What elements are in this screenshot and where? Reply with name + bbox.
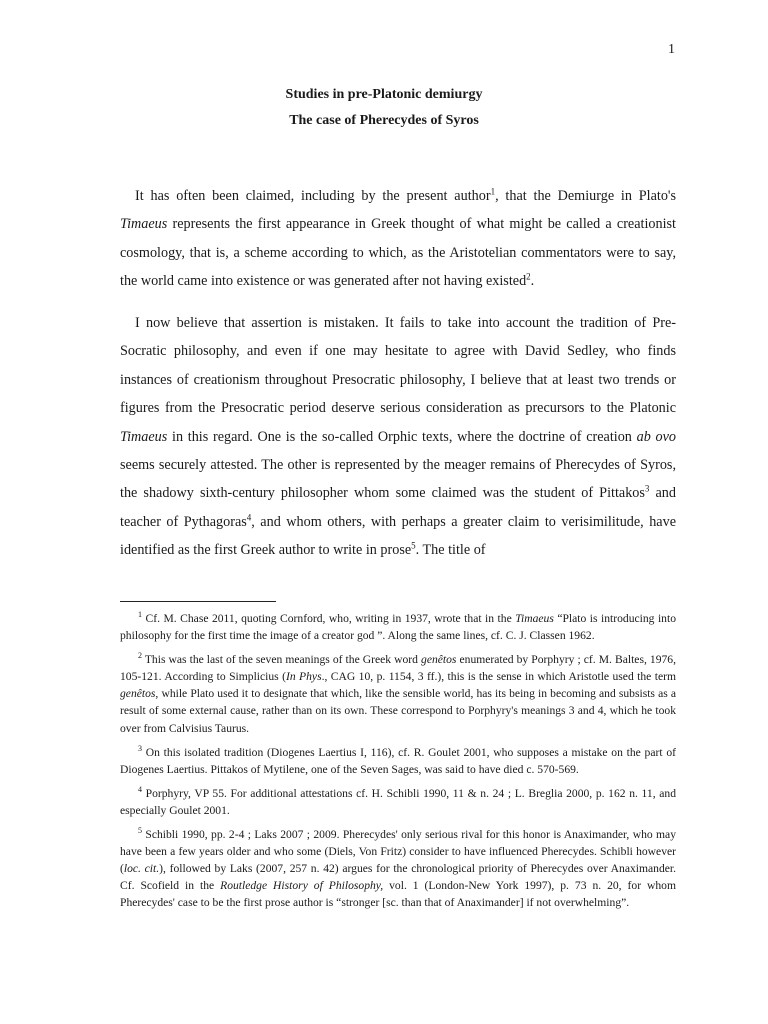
text-run: enumerated by Porphyry ; cf. M. Baltes, 1976, 105-121. According to Simplicius ( [120, 653, 677, 684]
text-run: vol. 1 (London-New York 1997), p. 73 n. 20, for whom Pherecydes' case to be the first prose author is “stronger [sc. than that of Anaximander] if not overwhelming”. [120, 879, 676, 910]
text-run: , and whom others, with perhaps a greater claim to verisimilitude, have identified as the first Greek author to write in prose [120, 513, 676, 559]
text-run: , while Plato used it to designate that which, like the sensible world, has its being in becoming and subsists as a result of some external cause, rather than on its own. These correspond to Porphyry's meanings 3 and 4, which he took over from Calvisius Taurus. [120, 687, 676, 735]
body-paragraph-2 [120, 309, 676, 565]
italic-phrase: loc. cit. [123, 862, 160, 876]
italic-title: Timaeus [515, 612, 554, 625]
text-run: seems securely attested. The other is represented by the meager remains of Pherecydes of Syros, the shadowy sixth-century philosopher whom some claimed was the student of Pittakos [120, 457, 676, 502]
footnote-5 [120, 826, 676, 911]
text-run: On this isolated tradition (Diogenes Laertius I, 116), cf. R. Goulet 2001, who supposes a mistake on the part of Diogenes Laertius. Pittakos of Mytilene, one of the Seven Sages, was said to have died c. 570-569. [120, 745, 676, 776]
text-run: This was the last of the seven meanings of the Greek word [142, 653, 422, 667]
page-number: 1 [668, 42, 675, 57]
text-run: It has often been claimed, including by the present author [135, 188, 491, 204]
footnote-ref-4[interactable]: 4 [246, 512, 252, 523]
text-run: “Plato is introducing into philosophy for the first time the image of a creator god ”. Along the same lines, cf. C. J. Classen 1962. [120, 612, 676, 643]
footnote-2 [120, 651, 676, 736]
italic-term: genêtos [421, 653, 457, 667]
italic-title: In Phys [285, 670, 322, 684]
text-run: in this regard. One is the so-called Orphic texts, where the doctrine of creation [167, 428, 637, 445]
text-run: and teacher of Pythagoras [120, 485, 676, 530]
text-run: . The title of [415, 542, 486, 559]
text-run: ), followed by Laks (2007, 257 n. 42) argues for the chronological priority of Pherecydes over Anaximander. Cf. Scofield in the [120, 862, 677, 893]
text-run: . [530, 273, 535, 290]
text-run: ., CAG 10, p. 1154, 3 ff.), this is the sense in which Aristotle used the term [321, 670, 676, 684]
text-run: I now believe that assertion is mistaken. It fails to take into account the tradition of Pre-Socratic philosophy, and even if one may hesitate to agree with David Sedley, who finds instances of creationism throughout Presocratic philosophy, I believe that at least two trends or figures from the Presocratic period deserve serious consideration as precursors to the Platonic [120, 315, 676, 417]
footnote-number: 4 [138, 784, 142, 794]
text-run: Schibli 1990, pp. 2-4 ; Laks 2007 ; 2009. Pherecydes' only serious rival for this honor is Anaximander, who may have been a few years older and who some (Diels, Von Fritz) consider to have influenced Pherecydes. Schibli however ( [120, 828, 676, 876]
footnotes [120, 610, 676, 919]
italic-phrase: ab ovo [636, 428, 676, 445]
footnote-separator [120, 601, 276, 602]
text-run: represents the first appearance in Greek thought of what might be called a creationist cosmology, that is, a scheme according to which, as the Aristotelian commentators were to say, the world came into existence or was generated after not having existed [120, 216, 676, 290]
italic-title: Timaeus [120, 428, 168, 445]
italic-term: genêtos [120, 687, 156, 701]
text-run: Cf. M. Chase 2011, quoting Cornford, who, writing in 1937, wrote that in the [142, 612, 516, 625]
footnote-number: 5 [138, 826, 142, 836]
italic-title: Routledge History of Philosophy, [220, 879, 384, 893]
text-run: Porphyry, VP 55. For additional attestations cf. H. Schibli 1990, 11 & n. 24 ; L. Breglia 2000, p. 162 n. 11, and especially Goulet 2001. [120, 786, 676, 817]
footnote-ref-5[interactable]: 5 [411, 540, 416, 551]
footnote-number: 3 [138, 743, 142, 753]
italic-title: Timaeus [120, 216, 168, 233]
paper-title: Studies in pre-Platonic demiurgy [285, 87, 483, 102]
body-paragraph-1 [120, 182, 676, 296]
footnote-ref-2[interactable]: 2 [526, 271, 531, 282]
text-run: , that the Demiurge in Plato's [495, 188, 677, 204]
footnote-ref-3[interactable]: 3 [644, 483, 650, 494]
footnote-ref-1[interactable]: 1 [490, 186, 496, 197]
footnote-1 [120, 610, 676, 644]
footnote-number: 2 [138, 651, 142, 661]
footnote-4 [120, 785, 676, 819]
footnote-3 [120, 744, 676, 778]
footnote-number: 1 [138, 610, 142, 620]
paper-subtitle: The case of Pherecydes of Syros [289, 113, 479, 128]
